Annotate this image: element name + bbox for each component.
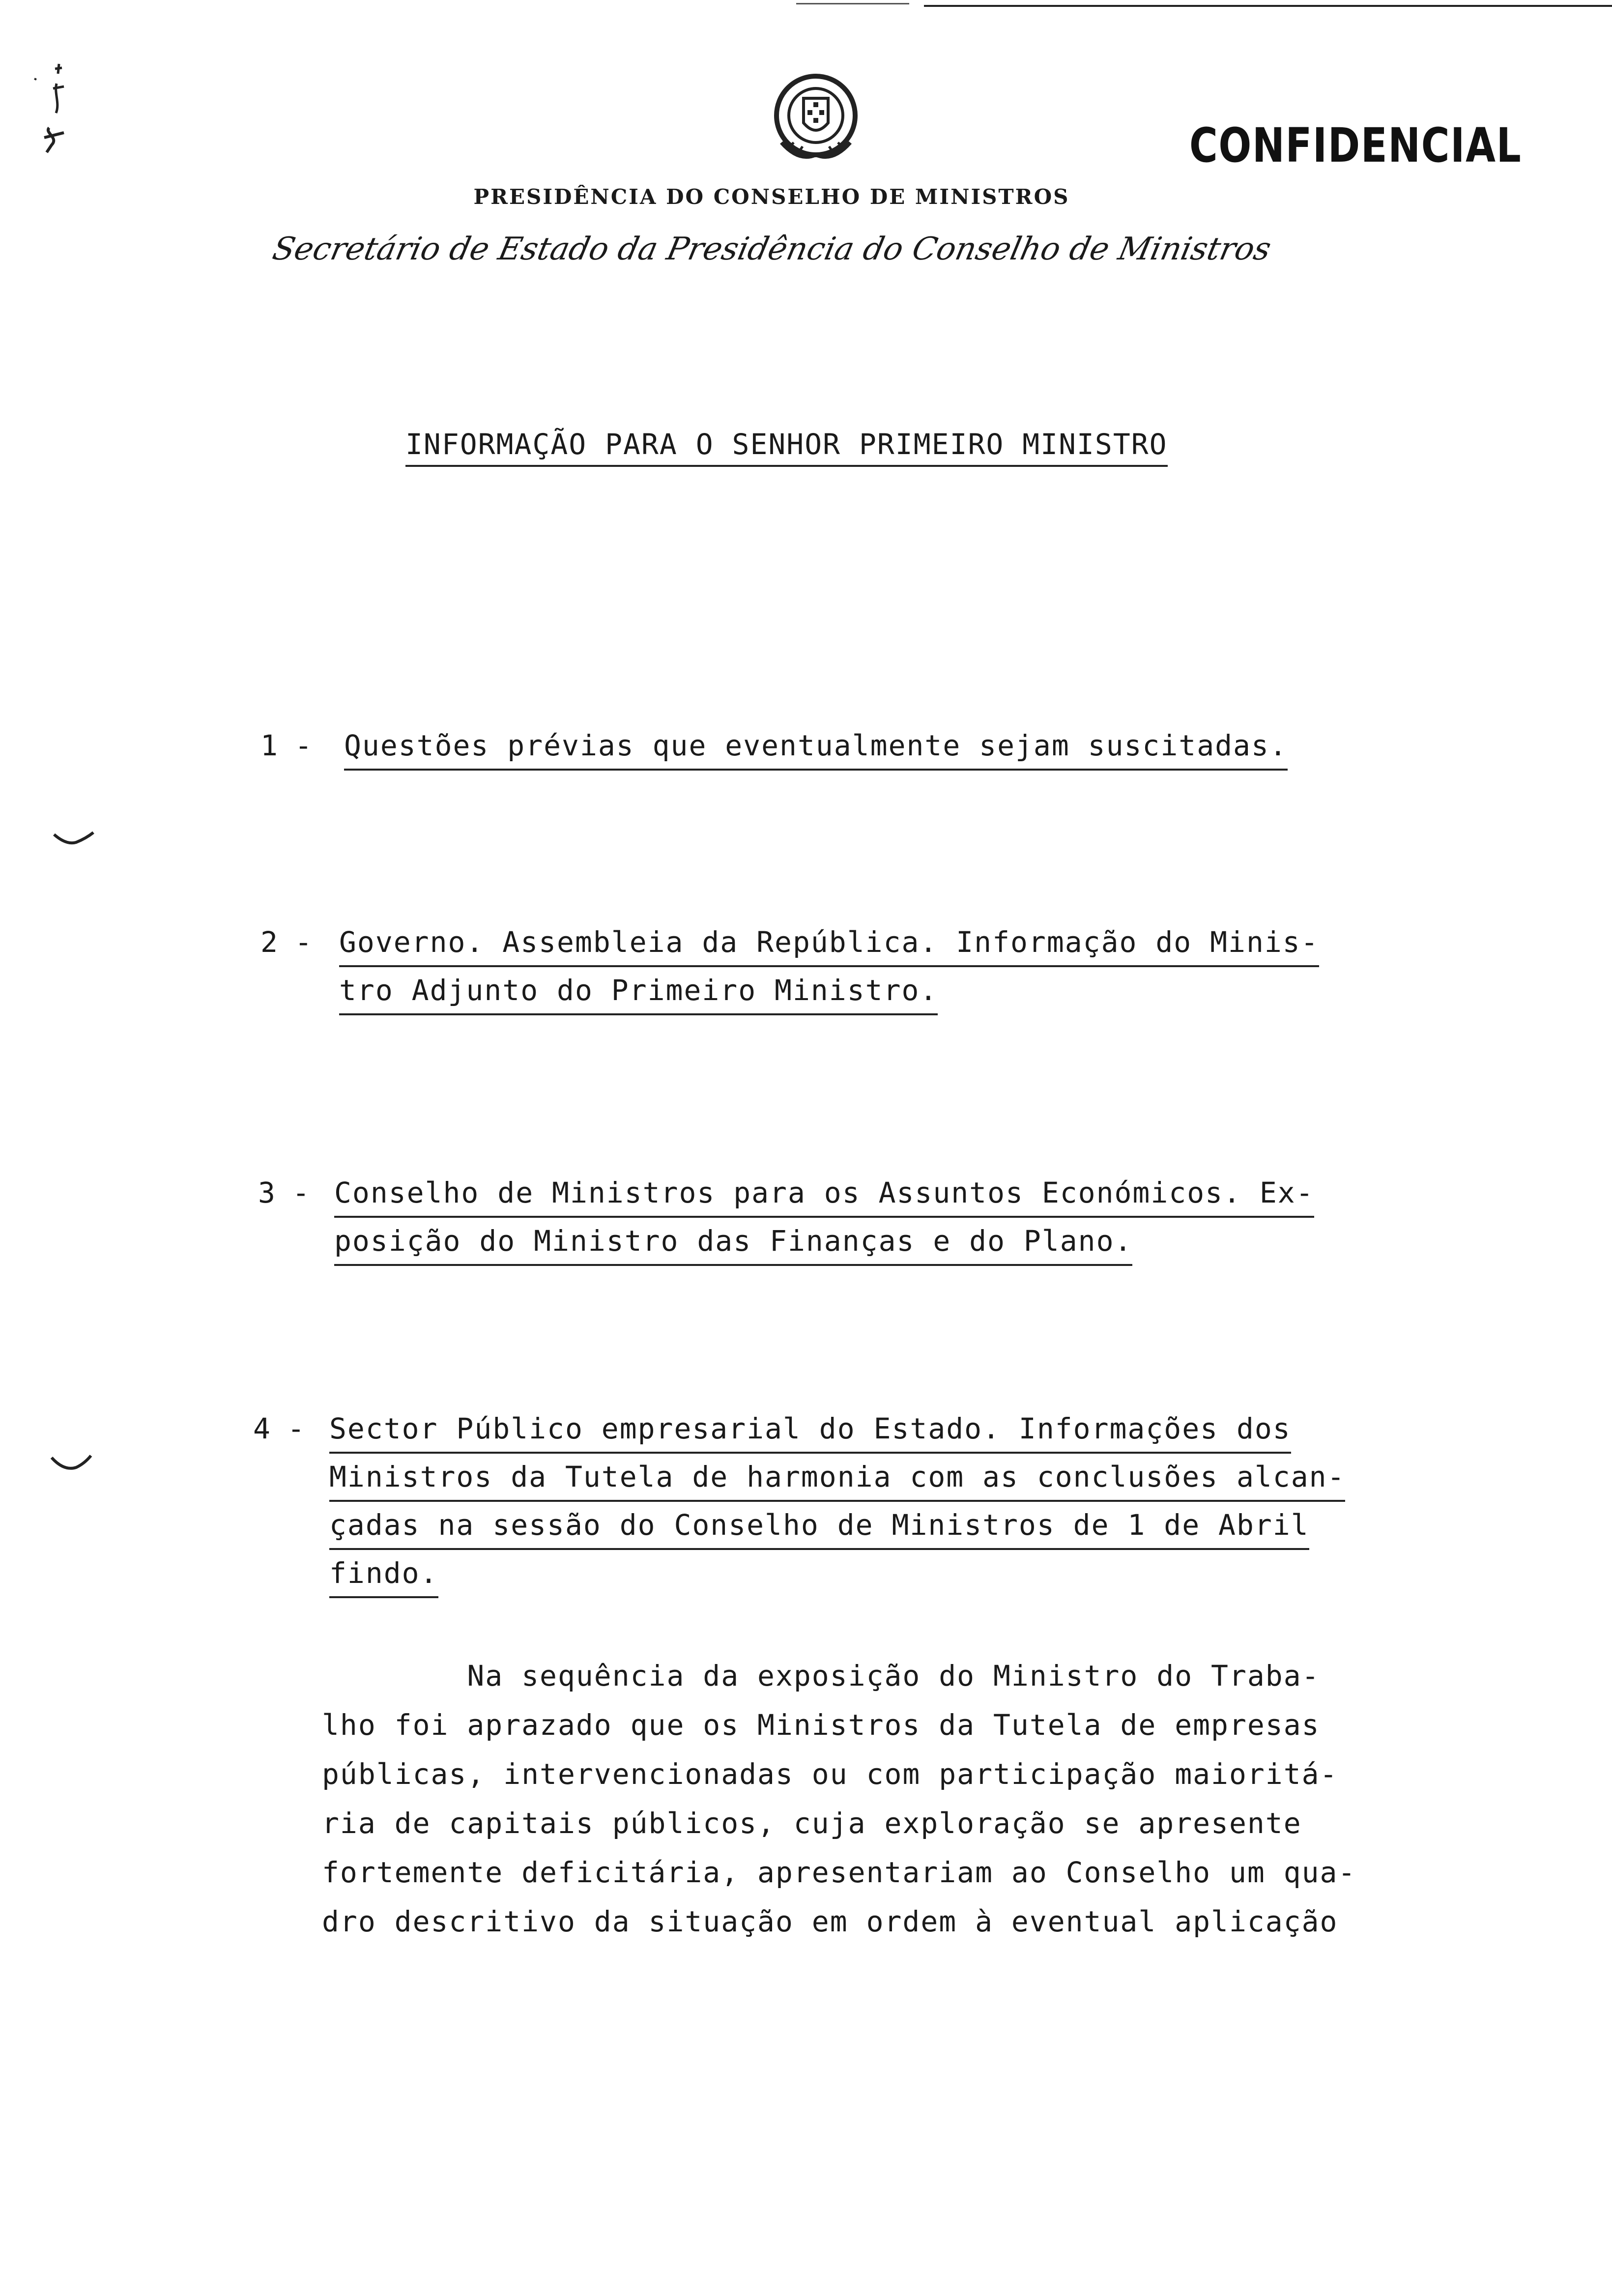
item-text-line: posição do Ministro das Finanças e do Plano. xyxy=(334,1218,1132,1266)
portuguese-coat-of-arms-icon xyxy=(764,69,867,167)
paragraph-line: fortemente deficitária, apresentariam ao Conselho um qua- xyxy=(322,1856,1356,1889)
scan-edge-line xyxy=(924,5,1612,7)
paragraph-line: públicas, intervencionadas ou com participação maioritá- xyxy=(322,1757,1338,1791)
paragraph-line: lho foi aprazado que os Ministros da Tutela de empresas xyxy=(322,1708,1320,1742)
item-text-line: çadas na sessão do Conselho de Ministros de 1 de Abril xyxy=(329,1502,1309,1550)
item-number: 2 - xyxy=(260,925,312,959)
item-text-line: Ministros da Tutela de harmonia com as conclusões alcan- xyxy=(329,1454,1345,1502)
agenda-item-4 xyxy=(253,1406,1345,1598)
paragraph-line: dro descritivo da situação em ordem à eventual aplicação xyxy=(322,1905,1338,1938)
item-number: 1 - xyxy=(260,729,312,762)
item-text-line: Questões prévias que eventualmente sejam suscitadas. xyxy=(344,722,1288,771)
item-text-line: tro Adjunto do Primeiro Ministro. xyxy=(339,967,938,1015)
margin-handwriting-mark xyxy=(29,59,88,167)
item-text-line: findo. xyxy=(329,1550,438,1598)
agenda-item-2 xyxy=(260,919,1319,1015)
item-number: 3 - xyxy=(258,1176,310,1209)
agenda-item-1 xyxy=(260,722,1288,771)
check-mark-icon xyxy=(49,1455,93,1474)
secretariat-heading xyxy=(0,231,1612,267)
confidential-stamp: CONFIDENCIAL xyxy=(1189,118,1522,173)
item-number: 4 - xyxy=(253,1412,305,1445)
secretariat-name: Secretário de Estado da Presidência do Conselho de Ministros xyxy=(269,231,1274,267)
agenda-item-3 xyxy=(258,1170,1314,1266)
body-paragraph xyxy=(322,1651,1433,1946)
organization-heading xyxy=(0,185,1612,209)
item-text-line: Sector Público empresarial do Estado. Informações dos xyxy=(329,1406,1291,1454)
scan-edge-line xyxy=(796,3,909,4)
organization-name: PRESIDÊNCIA DO CONSELHO DE MINISTROS xyxy=(473,185,1070,209)
document-title: INFORMAÇÃO PARA O SENHOR PRIMEIRO MINISTRO xyxy=(405,428,1168,467)
item-text-line: Conselho de Ministros para os Assuntos Económicos. Ex- xyxy=(334,1170,1314,1218)
check-mark-icon xyxy=(52,831,96,850)
item-text-line: Governo. Assembleia da República. Informação do Minis- xyxy=(339,919,1319,967)
paragraph-line: Na sequência da exposição do Ministro do Traba- xyxy=(322,1659,1320,1693)
paragraph-line: ria de capitais públicos, cuja exploração se apresente xyxy=(322,1807,1302,1840)
